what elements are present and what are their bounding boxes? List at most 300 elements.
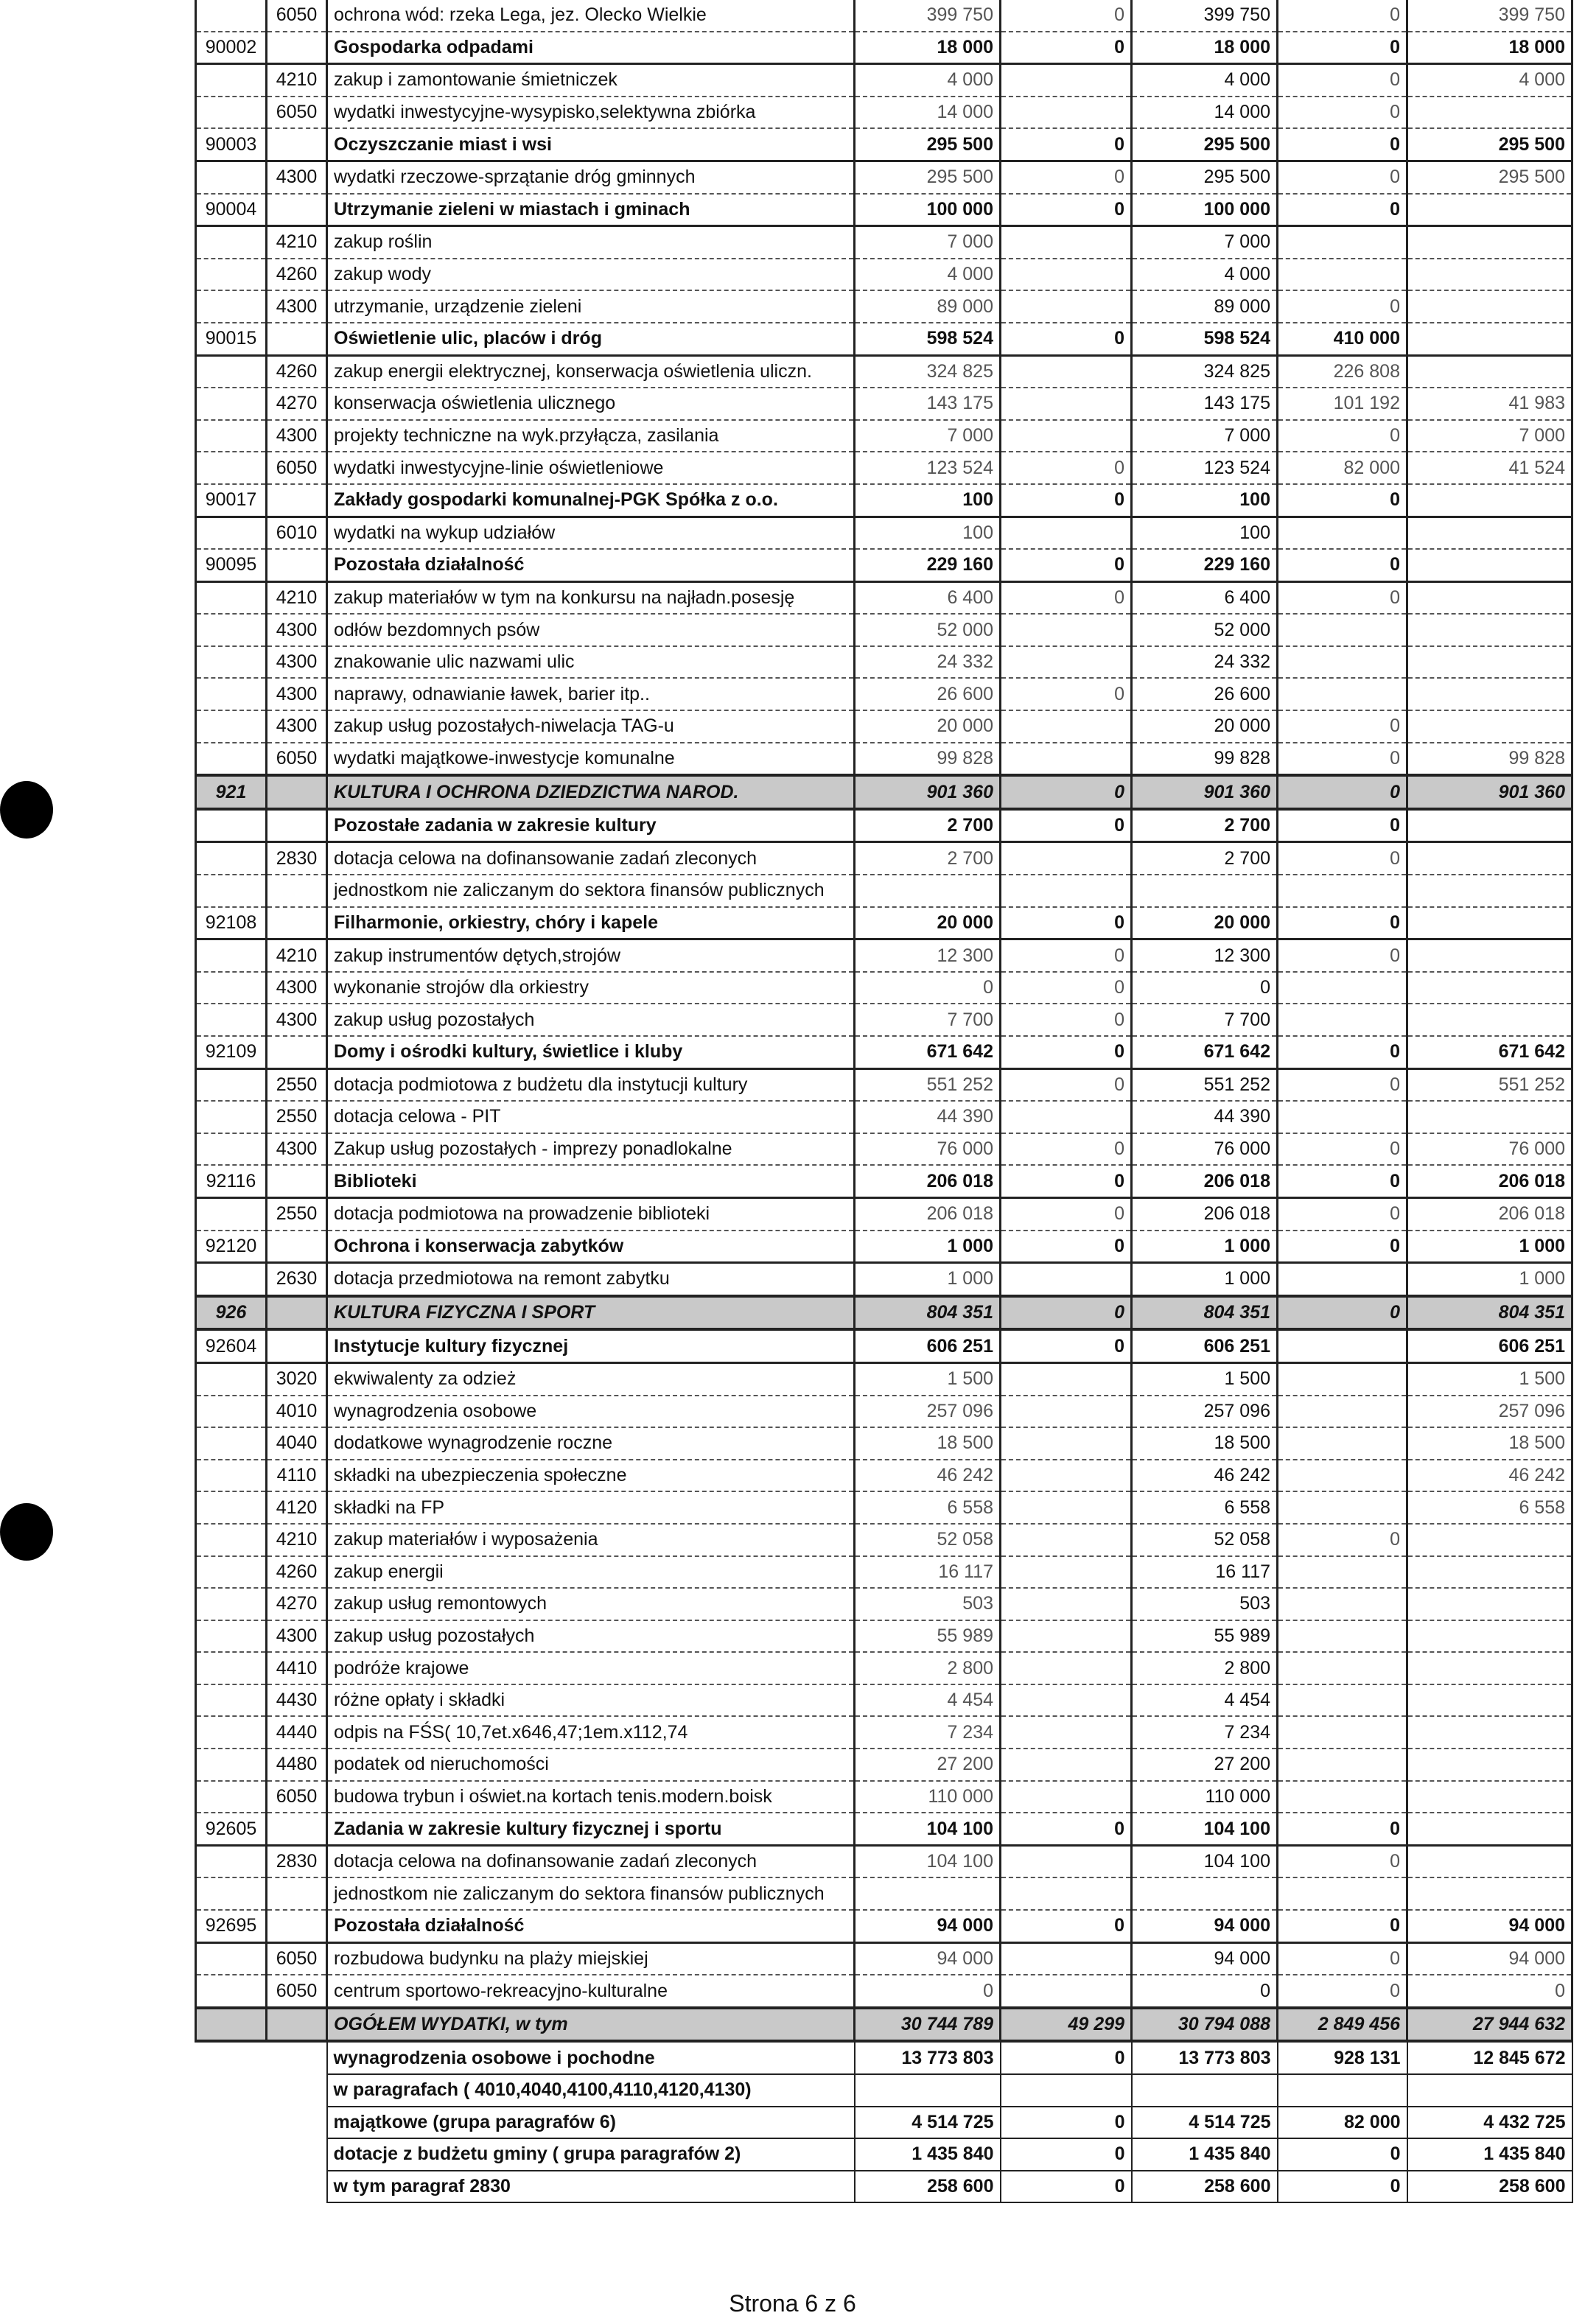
- name-cell: ekwiwalenty za odzież: [327, 1362, 855, 1395]
- name-cell: Zadania w zakresie kultury fizycznej i sportu: [327, 1813, 855, 1845]
- change-value: [1001, 1524, 1132, 1556]
- plan-value: 229 160: [855, 549, 1001, 581]
- subtotal-2-value: [1407, 517, 1572, 549]
- plan-value: 104 100: [855, 1845, 1001, 1877]
- plan-value: 44 390: [855, 1101, 1001, 1133]
- paragraf-cell: 4110: [267, 1460, 327, 1492]
- plan-value: [855, 1877, 1001, 1910]
- plan-value: 324 825: [855, 355, 1001, 388]
- table-row: [196, 226, 1572, 259]
- dzial-cell: [196, 1068, 267, 1101]
- plan-after-change-value: 13 773 803: [1132, 2041, 1278, 2074]
- dzial-row: [196, 775, 1572, 809]
- table-row: [196, 452, 1572, 484]
- subtotal-value: 82 000: [1278, 452, 1407, 484]
- paragraf-cell: 4210: [267, 581, 327, 614]
- subtotal-2-value: 295 500: [1407, 161, 1572, 193]
- name-cell: Biblioteki: [327, 1165, 855, 1197]
- dzial-cell: [196, 388, 267, 420]
- dzial-cell: [196, 1004, 267, 1036]
- paragraf-cell: [267, 1036, 327, 1068]
- subtotal-value: 0: [1278, 1813, 1407, 1845]
- dzial-cell: [196, 743, 267, 776]
- subtotal-2-value: 399 750: [1407, 0, 1572, 32]
- change-value: [1001, 259, 1132, 291]
- paragraf-cell: 4300: [267, 1004, 327, 1036]
- subtotal-value: 0: [1278, 809, 1407, 842]
- name-cell: dotacja podmiotowa na prowadzenie biblioteki: [327, 1197, 855, 1230]
- subtotal-2-value: 804 351: [1407, 1296, 1572, 1330]
- paragraf-cell: [267, 809, 327, 842]
- subtotal-2-value: 901 360: [1407, 775, 1572, 809]
- paragraf-cell: 4440: [267, 1716, 327, 1749]
- name-cell: wykonanie strojów dla orkiestry: [327, 972, 855, 1004]
- plan-value: 1 500: [855, 1362, 1001, 1395]
- plan-after-change-value: 12 300: [1132, 939, 1278, 972]
- change-value: [1001, 1877, 1132, 1910]
- name-cell: podróże krajowe: [327, 1652, 855, 1684]
- head-row: [196, 1910, 1572, 1942]
- dzial-cell: [196, 226, 267, 259]
- dzial-cell: [196, 1197, 267, 1230]
- paragraf-cell: [267, 549, 327, 581]
- plan-value: 24 332: [855, 646, 1001, 679]
- plan-value: 671 642: [855, 1036, 1001, 1068]
- change-value: [1001, 875, 1132, 907]
- change-value: [1001, 646, 1132, 679]
- plan-value: 4 514 725: [855, 2107, 1001, 2139]
- plan-after-change-value: 4 514 725: [1132, 2107, 1278, 2139]
- paragraf-cell: [267, 128, 327, 161]
- table-row: [196, 1975, 1572, 2008]
- subtotal-2-value: [1407, 1652, 1572, 1684]
- plan-after-change-value: 206 018: [1132, 1165, 1278, 1197]
- subtotal-2-value: [1407, 1781, 1572, 1813]
- dzial-cell: 90095: [196, 549, 267, 581]
- name-cell: Oczyszczanie miast i wsi: [327, 128, 855, 161]
- page-number: Strona 6 z 6: [729, 2290, 856, 2317]
- plan-value: 76 000: [855, 1133, 1001, 1166]
- subtotal-2-value: 12 845 672: [1407, 2041, 1572, 2074]
- head-row: [196, 549, 1572, 581]
- paragraf-cell: 4120: [267, 1491, 327, 1524]
- paragraf-cell: 4260: [267, 259, 327, 291]
- paragraf-cell: 4010: [267, 1396, 327, 1428]
- plan-after-change-value: 76 000: [1132, 1133, 1278, 1166]
- subtotal-value: 0: [1278, 1524, 1407, 1556]
- subtotal-2-value: [1407, 323, 1572, 355]
- paragraf-cell: 4300: [267, 972, 327, 1004]
- dzial-cell: [196, 1396, 267, 1428]
- name-cell: zakup wody: [327, 259, 855, 291]
- plan-after-change-value: 258 600: [1132, 2171, 1278, 2203]
- plan-value: 14 000: [855, 97, 1001, 129]
- change-value: 0: [1001, 2138, 1132, 2171]
- subtotal-2-value: 1 000: [1407, 1231, 1572, 1263]
- change-value: [1001, 64, 1132, 97]
- plan-value: 0: [855, 1975, 1001, 2008]
- table-row: [196, 614, 1572, 646]
- head-row: [196, 1231, 1572, 1263]
- paragraf-cell: 4300: [267, 614, 327, 646]
- table-row: [196, 517, 1572, 549]
- table-row: [196, 259, 1572, 291]
- dzial-cell: [196, 1588, 267, 1620]
- plan-value: 4 000: [855, 64, 1001, 97]
- plan-value: 55 989: [855, 1620, 1001, 1653]
- table-row: [196, 842, 1572, 875]
- table-row: [196, 1620, 1572, 1653]
- subtotal-value: 0: [1278, 0, 1407, 32]
- dzial-cell: 90002: [196, 32, 267, 64]
- paragraf-cell: 3020: [267, 1362, 327, 1395]
- plan-after-change-value: 44 390: [1132, 1101, 1278, 1133]
- subtotal-2-value: [1407, 1684, 1572, 1717]
- subtotal-value: [1278, 1329, 1407, 1362]
- plan-after-change-value: 24 332: [1132, 646, 1278, 679]
- subtotal-2-value: 257 096: [1407, 1396, 1572, 1428]
- change-value: 0: [1001, 1910, 1132, 1942]
- change-value: 0: [1001, 2041, 1132, 2074]
- plan-after-change-value: 143 175: [1132, 388, 1278, 420]
- name-cell: wydatki rzeczowe-sprzątanie dróg gminnych: [327, 161, 855, 193]
- dzial-row: [196, 1296, 1572, 1330]
- dzial-cell: 90015: [196, 323, 267, 355]
- subtotal-value: 0: [1278, 64, 1407, 97]
- plan-after-change-value: 26 600: [1132, 678, 1278, 710]
- table-row: [196, 646, 1572, 679]
- paragraf-cell: 2830: [267, 842, 327, 875]
- name-cell: Filharmonie, orkiestry, chóry i kapele: [327, 907, 855, 939]
- subtotal-value: 0: [1278, 743, 1407, 776]
- paragraf-cell: [267, 484, 327, 517]
- change-value: 0: [1001, 1231, 1132, 1263]
- table-row: [196, 1101, 1572, 1133]
- name-cell: dotacja celowa - PIT: [327, 1101, 855, 1133]
- plan-value: 20 000: [855, 710, 1001, 743]
- plan-value: 2 700: [855, 842, 1001, 875]
- plan-value: 110 000: [855, 1781, 1001, 1813]
- subtotal-2-value: 551 252: [1407, 1068, 1572, 1101]
- plan-after-change-value: 18 500: [1132, 1427, 1278, 1460]
- name-cell: Utrzymanie zieleni w miastach i gminach: [327, 194, 855, 226]
- plan-value: 143 175: [855, 388, 1001, 420]
- subtotal-value: 0: [1278, 842, 1407, 875]
- paragraf-cell: 4270: [267, 1588, 327, 1620]
- dzial-cell: [196, 1877, 267, 1910]
- paragraf-cell: [267, 2041, 327, 2074]
- subtotal-2-value: [1407, 907, 1572, 939]
- plan-after-change-value: 6 400: [1132, 581, 1278, 614]
- table-row: [196, 581, 1572, 614]
- plan-value: 503: [855, 1588, 1001, 1620]
- subtotal-value: 0: [1278, 1133, 1407, 1166]
- paragraf-cell: 2550: [267, 1197, 327, 1230]
- name-cell: projekty techniczne na wyk.przyłącza, zasilania: [327, 420, 855, 452]
- subtotal-2-value: [1407, 1716, 1572, 1749]
- subtotal-value: 0: [1278, 2171, 1407, 2203]
- change-value: [1001, 1845, 1132, 1877]
- table-row: [196, 1877, 1572, 1910]
- plan-after-change-value: 52 000: [1132, 614, 1278, 646]
- dzial-cell: [196, 646, 267, 679]
- name-cell: majątkowe (grupa paragrafów 6): [327, 2107, 855, 2139]
- subtotal-value: [1278, 614, 1407, 646]
- paragraf-cell: 4300: [267, 646, 327, 679]
- subtotal-value: 0: [1278, 161, 1407, 193]
- dzial-cell: [196, 1845, 267, 1877]
- plan-after-change-value: 4 000: [1132, 259, 1278, 291]
- subtotal-value: 0: [1278, 420, 1407, 452]
- table-row: [196, 64, 1572, 97]
- name-cell: zakup i zamontowanie śmietniczek: [327, 64, 855, 97]
- paragraf-cell: 6050: [267, 452, 327, 484]
- paragraf-cell: [267, 1329, 327, 1362]
- plan-after-change-value: 20 000: [1132, 907, 1278, 939]
- dzial-cell: [196, 2171, 267, 2203]
- subtotal-2-value: [1407, 549, 1572, 581]
- table-row: [196, 972, 1572, 1004]
- paragraf-cell: [267, 32, 327, 64]
- plan-after-change-value: 295 500: [1132, 128, 1278, 161]
- plan-value: 598 524: [855, 323, 1001, 355]
- table-row: [196, 1781, 1572, 1813]
- plan-value: 18 500: [855, 1427, 1001, 1460]
- table-row: [196, 1263, 1572, 1296]
- subtotal-2-value: [1407, 614, 1572, 646]
- dzial-cell: [196, 678, 267, 710]
- plan-after-change-value: 7 700: [1132, 1004, 1278, 1036]
- paragraf-cell: 4210: [267, 64, 327, 97]
- name-cell: Domy i ośrodki kultury, świetlice i kluby: [327, 1036, 855, 1068]
- dzial-cell: [196, 2008, 267, 2042]
- plan-value: 399 750: [855, 0, 1001, 32]
- change-value: 0: [1001, 775, 1132, 809]
- change-value: 0: [1001, 2171, 1132, 2203]
- plan-value: 52 000: [855, 614, 1001, 646]
- subtotal-2-value: [1407, 194, 1572, 226]
- subtotal-2-value: 18 000: [1407, 32, 1572, 64]
- plan-after-change-value: 30 794 088: [1132, 2008, 1278, 2042]
- table-row: [196, 875, 1572, 907]
- change-value: [1001, 97, 1132, 129]
- change-value: [1001, 1942, 1132, 1975]
- plan-after-change-value: 2 700: [1132, 842, 1278, 875]
- plan-value: 4 000: [855, 259, 1001, 291]
- head-row: [196, 907, 1572, 939]
- dzial-cell: [196, 1460, 267, 1492]
- paragraf-cell: 2830: [267, 1845, 327, 1877]
- head-row: [196, 1165, 1572, 1197]
- dzial-cell: 92695: [196, 1910, 267, 1942]
- dzial-cell: [196, 355, 267, 388]
- paragraf-cell: 2550: [267, 1068, 327, 1101]
- subtotal-2-value: 7 000: [1407, 420, 1572, 452]
- dzial-cell: 90003: [196, 128, 267, 161]
- plan-value: 1 000: [855, 1263, 1001, 1296]
- paragraf-cell: [267, 2171, 327, 2203]
- subtotal-2-value: [1407, 290, 1572, 323]
- change-value: 0: [1001, 194, 1132, 226]
- name-cell: wydatki inwestycyjne-wysypisko,selektywna zbiórka: [327, 97, 855, 129]
- plan-value: 13 773 803: [855, 2041, 1001, 2074]
- plan-after-change-value: 55 989: [1132, 1620, 1278, 1653]
- dzial-cell: [196, 1975, 267, 2008]
- paragraf-cell: [267, 875, 327, 907]
- subtotal-value: 0: [1278, 1231, 1407, 1263]
- plan-value: [855, 875, 1001, 907]
- name-cell: wydatki majątkowe-inwestycje komunalne: [327, 743, 855, 776]
- name-cell: dotacja przedmiotowa na remont zabytku: [327, 1263, 855, 1296]
- plan-after-change-value: 1 435 840: [1132, 2138, 1278, 2171]
- dzial-cell: [196, 0, 267, 32]
- name-cell: wydatki inwestycyjne-linie oświetleniowe: [327, 452, 855, 484]
- subtotal-value: 0: [1278, 1036, 1407, 1068]
- plan-value: 606 251: [855, 1329, 1001, 1362]
- name-cell: jednostkom nie zaliczanym do sektora finansów publicznych: [327, 1877, 855, 1910]
- name-cell: jednostkom nie zaliczanym do sektora finansów publicznych: [327, 875, 855, 907]
- name-cell: dodatkowe wynagrodzenie roczne: [327, 1427, 855, 1460]
- plan-after-change-value: 0: [1132, 1975, 1278, 2008]
- name-cell: utrzymanie, urządzenie zieleni: [327, 290, 855, 323]
- table-row: [196, 1588, 1572, 1620]
- subtotal-2-value: 46 242: [1407, 1460, 1572, 1492]
- plan-after-change-value: 94 000: [1132, 1910, 1278, 1942]
- head-row: [196, 809, 1572, 842]
- change-value: [1001, 842, 1132, 875]
- paragraf-cell: 6050: [267, 97, 327, 129]
- change-value: [1001, 1362, 1132, 1395]
- dzial-cell: [196, 2107, 267, 2139]
- paragraf-cell: 2630: [267, 1263, 327, 1296]
- change-value: 0: [1001, 2107, 1132, 2139]
- subtotal-2-value: 6 558: [1407, 1491, 1572, 1524]
- table-row: [196, 1491, 1572, 1524]
- subtotal-2-value: 258 600: [1407, 2171, 1572, 2203]
- table-row: [196, 1749, 1572, 1781]
- dzial-cell: 92605: [196, 1813, 267, 1845]
- name-cell: Instytucje kultury fizycznej: [327, 1329, 855, 1362]
- subtotal-2-value: 606 251: [1407, 1329, 1572, 1362]
- table-row: [196, 1556, 1572, 1589]
- change-value: 0: [1001, 1068, 1132, 1101]
- head-row: [196, 323, 1572, 355]
- plan-after-change-value: 257 096: [1132, 1396, 1278, 1428]
- dzial-cell: [196, 1942, 267, 1975]
- paragraf-cell: [267, 1910, 327, 1942]
- change-value: 0: [1001, 549, 1132, 581]
- subtotal-value: [1278, 1004, 1407, 1036]
- table-row: [196, 388, 1572, 420]
- subtotal-value: 0: [1278, 581, 1407, 614]
- table-row: [196, 420, 1572, 452]
- subtotal-2-value: 99 828: [1407, 743, 1572, 776]
- subtotal-value: 0: [1278, 1296, 1407, 1330]
- paragraf-cell: 4040: [267, 1427, 327, 1460]
- subtotal-2-value: [1407, 1749, 1572, 1781]
- summary-row: [196, 2041, 1572, 2074]
- paragraf-cell: 2550: [267, 1101, 327, 1133]
- plan-value: 0: [855, 972, 1001, 1004]
- subtotal-2-value: [1407, 1588, 1572, 1620]
- subtotal-2-value: 18 500: [1407, 1427, 1572, 1460]
- subtotal-2-value: 41 983: [1407, 388, 1572, 420]
- plan-value: 99 828: [855, 743, 1001, 776]
- plan-after-change-value: 7 234: [1132, 1716, 1278, 1749]
- plan-value: 551 252: [855, 1068, 1001, 1101]
- subtotal-value: 0: [1278, 290, 1407, 323]
- subtotal-value: 0: [1278, 484, 1407, 517]
- subtotal-value: 0: [1278, 97, 1407, 129]
- paragraf-cell: [267, 2074, 327, 2107]
- plan-value: 901 360: [855, 775, 1001, 809]
- plan-after-change-value: 14 000: [1132, 97, 1278, 129]
- dzial-cell: [196, 1362, 267, 1395]
- change-value: [1001, 1427, 1132, 1460]
- subtotal-value: [1278, 226, 1407, 259]
- subtotal-2-value: [1407, 355, 1572, 388]
- plan-after-change-value: 0: [1132, 972, 1278, 1004]
- name-cell: dotacja celowa na dofinansowanie zadań zleconych: [327, 842, 855, 875]
- plan-after-change-value: 503: [1132, 1588, 1278, 1620]
- plan-value: 206 018: [855, 1165, 1001, 1197]
- subtotal-2-value: [1407, 1813, 1572, 1845]
- subtotal-value: 0: [1278, 1197, 1407, 1230]
- paragraf-cell: 4210: [267, 1524, 327, 1556]
- head-row: [196, 484, 1572, 517]
- budget-table-body: [196, 0, 1572, 2202]
- plan-value: 12 300: [855, 939, 1001, 972]
- change-value: [1001, 1716, 1132, 1749]
- name-cell: zakup roślin: [327, 226, 855, 259]
- paragraf-cell: 4430: [267, 1684, 327, 1717]
- paragraf-cell: 4410: [267, 1652, 327, 1684]
- name-cell: rozbudowa budynku na plaży miejskiej: [327, 1942, 855, 1975]
- summary-row: [196, 2074, 1572, 2107]
- table-row: [196, 1845, 1572, 1877]
- paragraf-cell: 4300: [267, 1133, 327, 1166]
- name-cell: odłów bezdomnych psów: [327, 614, 855, 646]
- paragraf-cell: [267, 907, 327, 939]
- change-value: 0: [1001, 1197, 1132, 1230]
- dzial-cell: [196, 581, 267, 614]
- dzial-cell: [196, 842, 267, 875]
- head-row: [196, 1036, 1572, 1068]
- dzial-cell: [196, 1652, 267, 1684]
- name-cell: OGÓŁEM WYDATKI, w tym: [327, 2008, 855, 2042]
- subtotal-value: 410 000: [1278, 323, 1407, 355]
- plan-value: 123 524: [855, 452, 1001, 484]
- plan-value: 6 558: [855, 1491, 1001, 1524]
- subtotal-value: 0: [1278, 1165, 1407, 1197]
- subtotal-value: [1278, 259, 1407, 291]
- dzial-cell: [196, 939, 267, 972]
- paragraf-cell: 4210: [267, 226, 327, 259]
- change-value: [1001, 1620, 1132, 1653]
- change-value: [1001, 420, 1132, 452]
- subtotal-2-value: 41 524: [1407, 452, 1572, 484]
- paragraf-cell: [267, 1813, 327, 1845]
- change-value: 0: [1001, 1329, 1132, 1362]
- dzial-cell: [196, 1263, 267, 1296]
- paragraf-cell: 4300: [267, 161, 327, 193]
- subtotal-2-value: [1407, 646, 1572, 679]
- subtotal-value: 0: [1278, 194, 1407, 226]
- subtotal-2-value: 4 432 725: [1407, 2107, 1572, 2139]
- subtotal-2-value: [1407, 1845, 1572, 1877]
- subtotal-value: [1278, 875, 1407, 907]
- name-cell: zakup instrumentów dętych,strojów: [327, 939, 855, 972]
